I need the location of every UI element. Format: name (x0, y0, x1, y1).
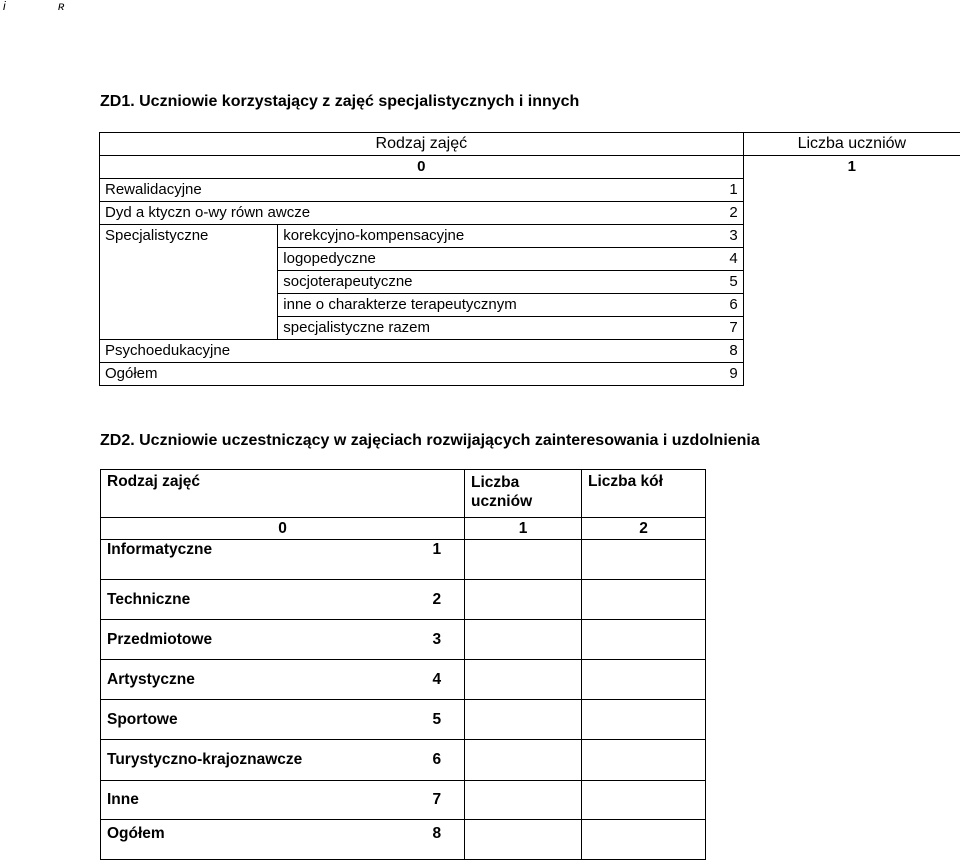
zd1-group-label: Specjalistyczne (100, 225, 278, 340)
zd2-row (101, 660, 706, 700)
zd1-row-label: Rewalidacyjne (100, 179, 575, 202)
zd1-row (100, 179, 960, 202)
zd2-row (101, 700, 706, 740)
zd2-row-circles-cell[interactable] (582, 620, 706, 660)
zd1-row-value[interactable] (743, 225, 960, 248)
zd2-header-circles: Liczba kół (582, 470, 706, 518)
zd1-row-num: 7 (575, 317, 744, 340)
zd1-row-value[interactable] (743, 202, 960, 225)
zd2-row-label: Informatyczne (101, 540, 427, 580)
zd2-row-students-cell[interactable] (465, 700, 582, 740)
zd2-header-type: Rodzaj zajęć (101, 470, 465, 518)
zd1-row-value[interactable] (743, 179, 960, 202)
zd1-row-sublabel: specjalistyczne razem (278, 317, 575, 340)
zd1-header-row (100, 133, 960, 156)
zd2-row-students-cell[interactable] (465, 740, 582, 781)
zd1-row-num: 2 (575, 202, 744, 225)
zd1-index-row (100, 156, 960, 179)
zd1-row-num: 1 (575, 179, 744, 202)
zd1-row-label: Psychoedukacyjne (100, 340, 575, 363)
zd2-row-students-cell[interactable] (465, 781, 582, 820)
zd1-header-type: Rodzaj zajęć (100, 133, 744, 156)
zd2-row-circles-cell[interactable] (582, 781, 706, 820)
zd2-header-students (465, 470, 582, 518)
zd2-row-label: Artystyczne (101, 660, 427, 700)
zd2-row-label: Ogółem (101, 820, 427, 860)
zd1-row-sublabel: socjoterapeutyczne (278, 271, 575, 294)
zd1-row-value[interactable] (743, 363, 960, 386)
zd2-row (101, 781, 706, 820)
zd2-header-students-line2: uczniów (471, 493, 532, 510)
zd2-index-col0: 0 (101, 518, 465, 540)
zd2-index-row (101, 518, 706, 540)
zd2-row (101, 540, 706, 580)
zd1-row-sublabel: inne o charakterze terapeutycznym (278, 294, 575, 317)
zd2-row-label: Inne (101, 781, 427, 820)
zd1-index-col0: 0 (100, 156, 744, 179)
zd2-row-label: Techniczne (101, 580, 427, 620)
zd2-row-num: 7 (427, 781, 465, 820)
zd2-index-col2: 2 (582, 518, 706, 540)
zd1-row (100, 363, 960, 386)
zd1-row-value[interactable] (743, 317, 960, 340)
zd1-index-col1: 1 (743, 156, 960, 179)
zd1-row-value[interactable] (743, 340, 960, 363)
zd1-title: ZD1. Uczniowie korzystający z zajęć specjalistycznych i innych (100, 93, 579, 111)
zd2-row-label: Sportowe (101, 700, 427, 740)
zd1-row-num: 9 (575, 363, 744, 386)
zd1-row (100, 340, 960, 363)
zd2-header-students-line1: Liczba (471, 474, 519, 491)
zd1-row-sublabel: logopedyczne (278, 248, 575, 271)
zd2-row-num: 1 (427, 540, 465, 580)
zd1-row-num: 3 (575, 225, 744, 248)
zd1-row-value[interactable] (743, 248, 960, 271)
zd2-row-students-cell[interactable] (465, 660, 582, 700)
zd1-row-num: 6 (575, 294, 744, 317)
zd2-row-circles-cell[interactable] (582, 660, 706, 700)
zd2-row-label: Turystyczno-krajoznawcze (101, 740, 427, 781)
zd1-header-count: Liczba uczniów (743, 133, 960, 156)
zd2-row-students-cell[interactable] (465, 540, 582, 580)
zd2-row-circles-cell[interactable] (582, 540, 706, 580)
zd2-row-num: 4 (427, 660, 465, 700)
zd2-row-circles-cell[interactable] (582, 740, 706, 781)
corner-mark-left: i (3, 0, 6, 13)
zd2-index-col1: 1 (465, 518, 582, 540)
zd1-table (99, 132, 960, 386)
zd1-row (100, 225, 960, 248)
zd2-row-num: 6 (427, 740, 465, 781)
zd1-row-value[interactable] (743, 271, 960, 294)
zd2-row-num: 3 (427, 620, 465, 660)
zd2-row-circles-cell[interactable] (582, 700, 706, 740)
zd2-title: ZD2. Uczniowie uczestniczący w zajęciach rozwijających zainteresowania i uzdolnienia (100, 432, 760, 450)
zd2-row (101, 740, 706, 781)
zd1-row-num: 8 (575, 340, 744, 363)
zd2-row-label: Przedmiotowe (101, 620, 427, 660)
zd2-row-students-cell[interactable] (465, 620, 582, 660)
zd2-row (101, 620, 706, 660)
zd2-row-num: 8 (427, 820, 465, 860)
zd1-row-value[interactable] (743, 294, 960, 317)
corner-mark-right: ʀ (58, 0, 64, 13)
zd1-row-label: Dyd a ktyczn o-wy równ awcze (100, 202, 575, 225)
zd2-row (101, 580, 706, 620)
zd1-row-num: 4 (575, 248, 744, 271)
zd1-row-num: 5 (575, 271, 744, 294)
zd2-row-num: 5 (427, 700, 465, 740)
zd2-row-num: 2 (427, 580, 465, 620)
zd1-row-label: Ogółem (100, 363, 575, 386)
zd1-row-sublabel: korekcyjno-kompensacyjne (278, 225, 575, 248)
zd2-header-row (101, 470, 706, 518)
zd2-table (100, 469, 706, 860)
zd2-row-circles-cell[interactable] (582, 580, 706, 620)
zd2-row-students-cell[interactable] (465, 580, 582, 620)
zd1-row (100, 202, 960, 225)
